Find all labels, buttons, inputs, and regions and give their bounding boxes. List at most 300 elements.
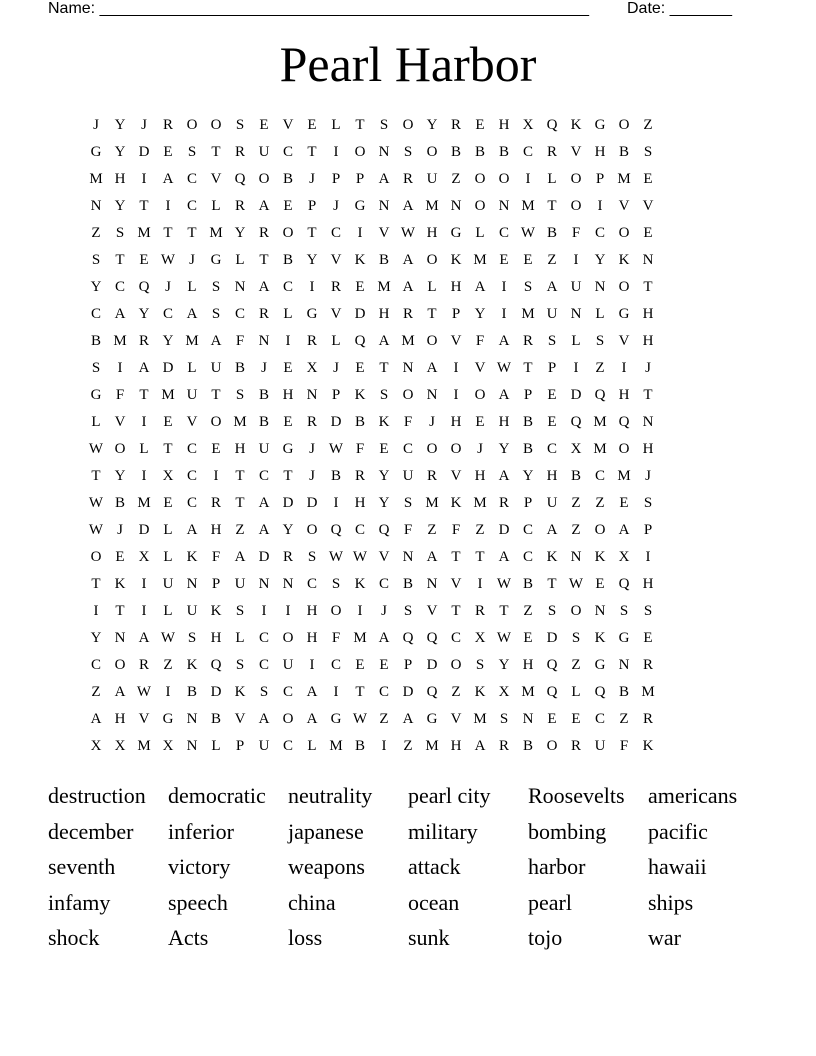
grid-letter: Q (546, 657, 558, 673)
grid-row (84, 679, 732, 706)
grid-letter: C (402, 441, 413, 457)
grid-letter: Q (234, 171, 246, 187)
grid-row (84, 193, 732, 220)
grid-letter: E (307, 117, 317, 133)
grid-letter: V (570, 144, 582, 160)
grid-letter: Z (547, 252, 557, 268)
grid-letter: E (643, 225, 653, 241)
grid-letter: C (162, 306, 173, 322)
grid-letter: T (643, 387, 653, 403)
grid-letter: J (93, 117, 99, 133)
grid-letter: K (114, 576, 126, 592)
grid-letter: S (187, 630, 197, 646)
grid-letter: A (498, 387, 510, 403)
grid-letter: C (498, 225, 509, 241)
grid-letter: S (235, 387, 245, 403)
grid-letter: A (378, 630, 390, 646)
grid-row (84, 733, 732, 760)
grid-letter: T (523, 360, 533, 376)
grid-letter: S (619, 603, 629, 619)
grid-letter: J (429, 414, 435, 430)
grid-row (84, 517, 732, 544)
grid-letter: M (617, 171, 631, 187)
grid-letter: Z (379, 711, 389, 727)
grid-letter: L (235, 252, 245, 268)
grid-letter: H (498, 414, 510, 430)
word-list-item: neutrality (288, 783, 373, 808)
grid-letter: O (306, 522, 318, 538)
grid-letter: Z (619, 711, 629, 727)
grid-letter: C (546, 441, 557, 457)
word-list-item: Roosevelts (528, 783, 625, 808)
grid-letter: I (573, 252, 579, 268)
grid-letter: V (282, 117, 294, 133)
grid-letter: D (330, 414, 342, 430)
grid-letter: Q (426, 684, 438, 700)
grid-letter: B (522, 738, 533, 754)
grid-letter: R (450, 117, 461, 133)
grid-letter: M (425, 198, 439, 214)
grid-letter: O (114, 657, 126, 673)
grid-letter: I (621, 360, 627, 376)
grid-letter: O (426, 252, 438, 268)
grid-letter: H (210, 630, 222, 646)
grid-letter: H (642, 333, 654, 349)
grid-letter: S (643, 495, 653, 511)
grid-letter: C (330, 657, 341, 673)
word-list-item: democratic (168, 783, 266, 808)
grid-letter: N (642, 414, 654, 430)
grid-letter: U (258, 144, 270, 160)
grid-letter: A (306, 711, 318, 727)
grid-letter: G (210, 252, 222, 268)
grid-letter: D (402, 684, 414, 700)
grid-letter: Y (594, 252, 606, 268)
grid-letter: N (306, 387, 318, 403)
grid-letter: K (618, 252, 630, 268)
word-list-item: infamy (48, 889, 111, 915)
grid-row (84, 571, 732, 598)
grid-letter: T (499, 603, 509, 619)
grid-letter: U (210, 360, 222, 376)
word-list-item: shock (48, 925, 100, 951)
grid-letter: G (450, 225, 462, 241)
grid-letter: M (521, 684, 535, 700)
grid-letter: E (139, 252, 149, 268)
grid-letter: L (211, 198, 221, 214)
word-list-item: victory (168, 854, 231, 880)
grid-letter: I (477, 576, 483, 592)
grid-letter: Z (451, 684, 461, 700)
grid-letter: N (282, 576, 294, 592)
grid-letter: H (114, 711, 126, 727)
grid-letter: C (594, 225, 605, 241)
grid-letter: M (641, 684, 655, 700)
word-list-item: seventh (48, 854, 116, 880)
grid-letter: I (141, 468, 147, 484)
grid-letter: O (354, 144, 366, 160)
grid-letter: I (285, 333, 291, 349)
grid-letter: S (115, 225, 125, 241)
grid-letter: T (643, 279, 653, 295)
grid-row (84, 166, 732, 193)
grid-letter: G (594, 117, 606, 133)
grid-letter: B (474, 144, 485, 160)
grid-letter: L (163, 603, 173, 619)
grid-letter: C (114, 279, 125, 295)
grid-letter: F (115, 387, 125, 403)
grid-letter: S (91, 252, 101, 268)
grid-letter: E (475, 117, 485, 133)
grid-letter: B (210, 711, 221, 727)
grid-letter: Q (210, 657, 222, 673)
word-list-item: war (648, 925, 681, 951)
grid-letter: S (595, 333, 605, 349)
grid-row (84, 220, 732, 247)
grid-letter: K (474, 684, 486, 700)
grid-letter: H (618, 387, 630, 403)
grid-letter: V (450, 333, 462, 349)
grid-letter: G (90, 387, 102, 403)
grid-letter: S (235, 603, 245, 619)
grid-letter: S (643, 603, 653, 619)
grid-letter: E (619, 495, 629, 511)
grid-letter: A (402, 252, 414, 268)
grid-letter: W (136, 684, 152, 700)
grid-letter: C (258, 657, 269, 673)
grid-letter: O (474, 171, 486, 187)
grid-letter: Q (546, 684, 558, 700)
grid-letter: U (594, 738, 606, 754)
grid-letter: N (570, 306, 582, 322)
grid-letter: L (283, 306, 293, 322)
grid-letter: F (619, 738, 629, 754)
grid-letter: P (523, 495, 533, 511)
grid-letter: R (282, 549, 293, 565)
grid-letter: O (90, 549, 102, 565)
grid-letter: K (186, 657, 198, 673)
grid-letter: R (210, 495, 221, 511)
grid-row (84, 463, 732, 490)
grid-letter: B (354, 738, 365, 754)
grid-letter: S (259, 684, 269, 700)
grid-letter: F (211, 549, 221, 565)
grid-row (84, 328, 732, 355)
grid-letter: G (282, 441, 294, 457)
grid-letter: K (546, 549, 558, 565)
grid-letter: K (210, 603, 222, 619)
grid-letter: R (474, 603, 485, 619)
grid-letter: O (570, 171, 582, 187)
grid-letter: W (400, 225, 416, 241)
grid-letter: B (522, 441, 533, 457)
grid-letter: Y (378, 495, 390, 511)
grid-row (84, 436, 732, 463)
grid-letter: Z (595, 360, 605, 376)
grid-letter: R (522, 333, 533, 349)
grid-letter: O (594, 522, 606, 538)
grid-letter: I (309, 279, 315, 295)
grid-letter: K (234, 684, 246, 700)
word-list-item: destruction (48, 783, 146, 808)
grid-letter: O (402, 117, 414, 133)
grid-letter: O (474, 387, 486, 403)
grid-letter: V (618, 198, 630, 214)
grid-letter: T (451, 549, 461, 565)
grid-letter: O (330, 603, 342, 619)
grid-letter: Q (594, 684, 606, 700)
grid-letter: Y (162, 333, 174, 349)
grid-letter: J (381, 603, 387, 619)
grid-letter: T (379, 360, 389, 376)
grid-letter: T (547, 198, 557, 214)
grid-letter: T (451, 603, 461, 619)
grid-letter: I (213, 468, 219, 484)
grid-letter: F (355, 441, 365, 457)
grid-letter: X (162, 738, 174, 754)
grid-letter: M (473, 711, 487, 727)
grid-letter: L (475, 225, 485, 241)
grid-letter: Y (378, 468, 390, 484)
grid-row (84, 490, 732, 517)
grid-letter: K (378, 414, 390, 430)
grid-row (84, 598, 732, 625)
grid-letter: B (522, 414, 533, 430)
grid-letter: U (282, 657, 294, 673)
grid-letter: L (163, 549, 173, 565)
grid-letter: A (234, 549, 246, 565)
grid-letter: N (522, 711, 534, 727)
grid-letter: T (427, 306, 437, 322)
grid-letter: I (333, 144, 339, 160)
grid-letter: H (450, 414, 462, 430)
grid-letter: H (546, 468, 558, 484)
grid-letter: P (211, 576, 221, 592)
grid-letter: P (643, 522, 653, 538)
grid-letter: B (258, 387, 269, 403)
grid-letter: N (378, 198, 390, 214)
grid-letter: J (309, 171, 315, 187)
grid-letter: F (331, 630, 341, 646)
grid-letter: T (235, 468, 245, 484)
grid-letter: O (570, 198, 582, 214)
grid-letter: O (450, 441, 462, 457)
grid-letter: H (474, 468, 486, 484)
grid-letter: I (357, 225, 363, 241)
word-list-item: weapons (288, 854, 365, 880)
grid-letter: B (282, 252, 293, 268)
grid-letter: Q (330, 522, 342, 538)
grid-letter: K (186, 549, 198, 565)
grid-letter: X (618, 549, 630, 565)
word-list-item: december (48, 818, 134, 844)
grid-letter: X (162, 468, 174, 484)
grid-letter: E (571, 711, 581, 727)
grid-letter: T (139, 198, 149, 214)
grid-letter: O (546, 738, 558, 754)
grid-letter: T (91, 468, 101, 484)
grid-letter: F (403, 522, 413, 538)
word-list-item: pearl city (408, 783, 491, 808)
grid-letter: E (379, 657, 389, 673)
word-list-item: china (288, 889, 336, 915)
grid-letter: B (618, 144, 629, 160)
grid-letter: E (523, 630, 533, 646)
grid-letter: O (114, 441, 126, 457)
grid-letter: W (568, 576, 584, 592)
grid-letter: K (594, 549, 606, 565)
grid-letter: H (210, 522, 222, 538)
grid-letter: P (355, 171, 365, 187)
grid-row (84, 301, 732, 328)
grid-row (84, 706, 732, 733)
grid-letter: R (138, 657, 149, 673)
grid-letter: L (139, 441, 149, 457)
grid-letter: C (282, 279, 293, 295)
grid-letter: R (306, 333, 317, 349)
grid-letter: C (378, 576, 389, 592)
grid-letter: S (211, 306, 221, 322)
grid-letter: B (282, 171, 293, 187)
grid-letter: E (475, 414, 485, 430)
grid-letter: G (306, 306, 318, 322)
grid-letter: R (426, 468, 437, 484)
grid-letter: U (162, 576, 174, 592)
grid-letter: B (186, 684, 197, 700)
grid-letter: C (186, 198, 197, 214)
grid-letter: O (282, 630, 294, 646)
grid-row (84, 625, 732, 652)
grid-letter: O (426, 144, 438, 160)
grid-letter: E (163, 495, 173, 511)
grid-letter: Z (235, 522, 245, 538)
grid-letter: S (475, 657, 485, 673)
grid-letter: C (90, 657, 101, 673)
grid-letter: C (522, 144, 533, 160)
grid-letter: H (450, 738, 462, 754)
grid-letter: W (496, 360, 512, 376)
word-list-item: inferior (168, 818, 234, 844)
grid-letter: M (113, 333, 127, 349)
grid-letter: N (498, 198, 510, 214)
word-list-item: sunk (408, 925, 450, 951)
grid-letter: T (307, 225, 317, 241)
grid-letter: E (211, 441, 221, 457)
word-list-item: military (408, 818, 478, 844)
grid-letter: D (258, 549, 270, 565)
grid-letter: R (258, 306, 269, 322)
grid-letter: S (403, 603, 413, 619)
grid-letter: S (571, 630, 581, 646)
grid-letter: M (521, 306, 535, 322)
grid-letter: Y (498, 441, 510, 457)
grid-letter: E (523, 252, 533, 268)
grid-letter: C (258, 630, 269, 646)
grid-letter: A (258, 198, 270, 214)
word-list-item: harbor (528, 854, 586, 880)
grid-letter: O (402, 387, 414, 403)
grid-letter: B (378, 252, 389, 268)
grid-letter: C (258, 468, 269, 484)
grid-row (84, 247, 732, 274)
grid-letter: W (160, 252, 176, 268)
grid-letter: K (642, 738, 654, 754)
grid-letter: T (283, 468, 293, 484)
grid-letter: V (114, 414, 126, 430)
grid-letter: T (307, 144, 317, 160)
grid-letter: W (160, 630, 176, 646)
grid-letter: N (90, 198, 102, 214)
grid-letter: H (642, 441, 654, 457)
grid-letter: N (234, 279, 246, 295)
grid-letter: O (618, 225, 630, 241)
grid-letter: N (594, 279, 606, 295)
grid-letter: P (451, 306, 461, 322)
grid-letter: M (521, 198, 535, 214)
grid-letter: I (357, 603, 363, 619)
grid-letter: I (141, 576, 147, 592)
grid-letter: F (475, 333, 485, 349)
grid-letter: B (402, 576, 413, 592)
grid-letter: J (261, 360, 267, 376)
grid-letter: C (186, 495, 197, 511)
grid-letter: E (547, 414, 557, 430)
grid-letter: L (91, 414, 101, 430)
grid-letter: S (187, 144, 197, 160)
grid-letter: R (498, 738, 509, 754)
grid-letter: S (211, 279, 221, 295)
grid-letter: N (258, 576, 270, 592)
grid-row (84, 355, 732, 382)
grid-letter: P (547, 360, 557, 376)
grid-letter: S (235, 117, 245, 133)
grid-letter: A (258, 522, 270, 538)
grid-letter: S (331, 576, 341, 592)
grid-letter: X (474, 630, 486, 646)
word-list-item: japanese (288, 818, 364, 844)
grid-letter: X (522, 117, 534, 133)
grid-letter: N (186, 711, 198, 727)
grid-letter: I (165, 198, 171, 214)
grid-letter: S (499, 711, 509, 727)
grid-letter: N (450, 198, 462, 214)
grid-letter: N (426, 387, 438, 403)
grid-letter: X (138, 549, 150, 565)
grid-letter: T (547, 576, 557, 592)
grid-letter: N (594, 603, 606, 619)
grid-letter: U (546, 306, 558, 322)
grid-letter: G (426, 711, 438, 727)
grid-letter: R (234, 144, 245, 160)
grid-letter: U (186, 387, 198, 403)
grid-letter: G (162, 711, 174, 727)
grid-letter: L (331, 333, 341, 349)
grid-row (84, 112, 732, 139)
grid-letter: J (189, 252, 195, 268)
grid-letter: M (593, 414, 607, 430)
grid-letter: D (546, 630, 558, 646)
word-list-item: pacific (648, 818, 708, 844)
grid-letter: S (547, 333, 557, 349)
grid-letter: P (331, 171, 341, 187)
grid-letter: J (141, 117, 147, 133)
grid-letter: A (498, 333, 510, 349)
grid-letter: U (546, 495, 558, 511)
grid-letter: C (234, 306, 245, 322)
grid-letter: D (282, 495, 294, 511)
grid-row (84, 544, 732, 571)
grid-letter: R (258, 225, 269, 241)
